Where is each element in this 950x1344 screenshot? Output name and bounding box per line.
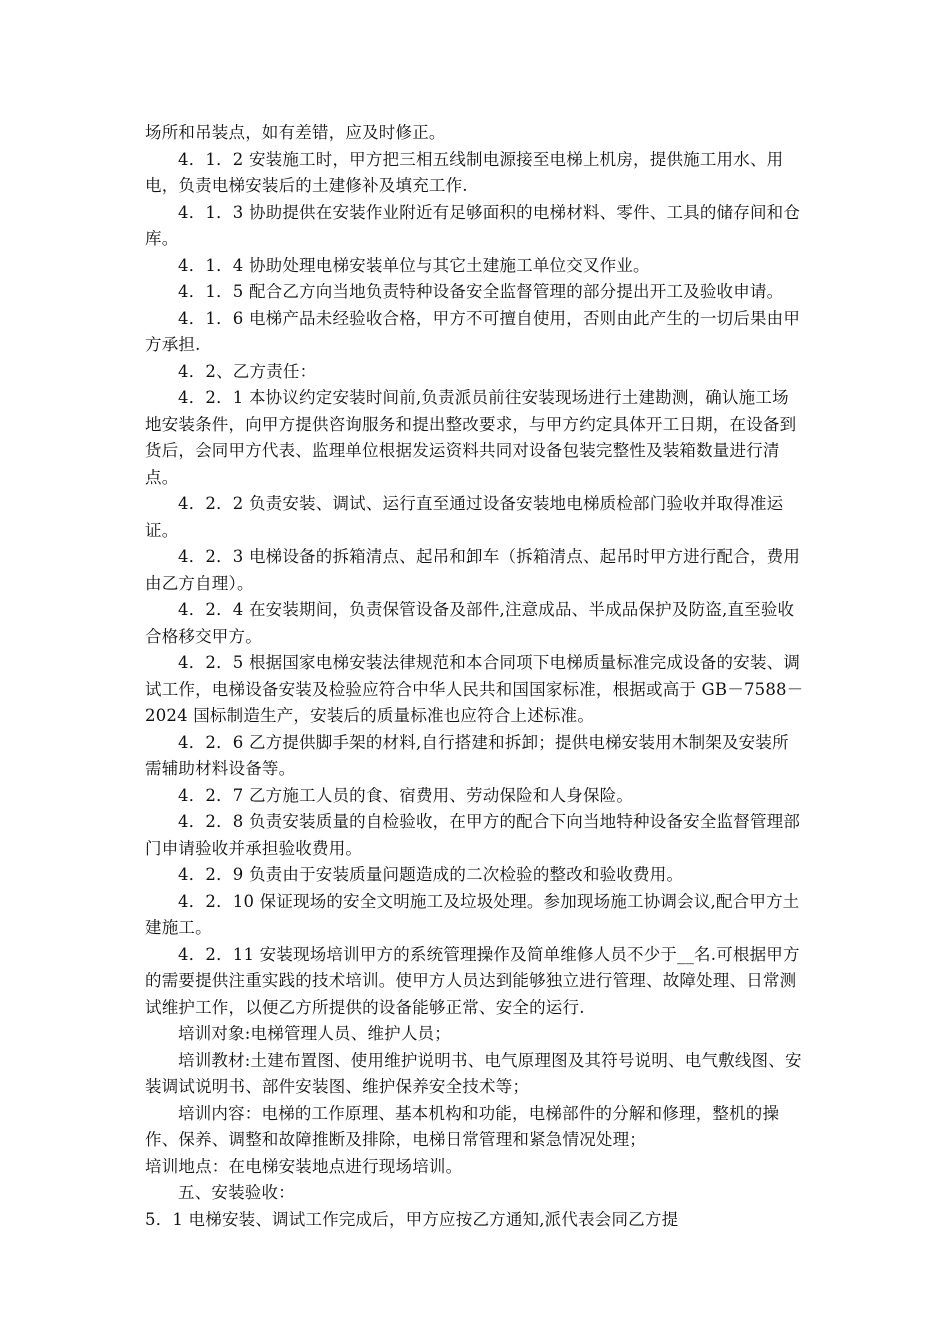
paragraph: 4．1．5 配合乙方向当地负责特种设备安全监督管理的部分提出开工及验收申请。 — [178, 282, 784, 301]
paragraph: 4．2．10 保证现场的安全文明施工及垃圾处理。参加现场施工协调会议,配合甲方土建施工。 — [145, 891, 800, 937]
section-heading: 4．2、乙方责任： — [178, 361, 317, 381]
paragraph: 5．1 电梯安装、调试工作完成后，甲方应按乙方通知,派代表会同乙方提 — [145, 1209, 679, 1229]
document-body — [145, 120, 805, 1233]
paragraph: 4．2．11 安装现场培训甲方的系统管理操作及简单维修人员不少于__名.可根据甲方的需要提供注重实践的技术培训。使甲方人员达到能够独立进行管理、故障处理、日常测试维护工作，以便乙方所提供的设备能够正常、安全的运行. — [145, 944, 800, 1017]
paragraph: 4．2．9 负责由于安装质量问题造成的二次检验的整改和验收费用。 — [178, 865, 684, 884]
paragraph: 4．2．2 负责安装、调试、运行直至通过设备安装地电梯质检部门验收并取得准运证。 — [145, 494, 784, 540]
paragraph: 4．2．7 乙方施工人员的食、宿费用、劳动保险和人身保险。 — [178, 785, 634, 805]
paragraph: 4．1．4 协助处理电梯安装单位与其它土建施工单位交叉作业。 — [178, 255, 650, 275]
paragraph: 4．2．4 在安装期间，负责保管设备及部件,注意成品、半成品保护及防盗,直至验收合格移交甲方。 — [145, 600, 795, 646]
paragraph: 4．1．6 电梯产品未经验收合格，甲方不可擅自使用，否则由此产生的一切后果由甲方承担. — [145, 308, 801, 354]
paragraph: 4．2．3 电梯设备的拆箱清点、起吊和卸车（拆箱清点、起吊时甲方进行配合，费用由乙方自理）。 — [145, 547, 801, 593]
paragraph: 4．2．8 负责安装质量的自检验收，在甲方的配合下向当地特种设备安全监督管理部门申请验收并承担验收费用。 — [145, 812, 801, 858]
paragraph: 场所和吊装点，如有差错，应及时修正。 — [145, 123, 446, 142]
paragraph: 4．1．3 协助提供在安装作业附近有足够面积的电梯材料、零件、工具的储存间和仓库。 — [145, 202, 801, 248]
paragraph: 培训教材:土建布置图、使用维护说明书、电气原理图及其符号说明、电气敷线图、安装调试说明书、部件安装图、维护保养安全技术等； — [145, 1050, 802, 1096]
section-heading: 五、安装验收： — [178, 1183, 295, 1202]
paragraph: 4．2．1 本协议约定安装时间前,负责派员前往安装现场进行土建勘测，确认施工场地安装条件，向甲方提供咨询服务和提出整改要求，与甲方约定具体开工日期，在设备到货后，会同甲方代表、监理单位根据发运资料共同对设备包装完整性及装箱数量进行清点。 — [145, 388, 797, 487]
paragraph: 培训地点：在电梯安装地点进行现场培训。 — [145, 1156, 463, 1176]
paragraph: 4．2．6 乙方提供脚手架的材料,自行搭建和拆卸；提供电梯安装用木制架及安装所需辅助材料设备等。 — [145, 732, 789, 778]
paragraph: 4．2．5 根据国家电梯安装法律规范和本合同项下电梯质量标准完成设备的安装、调试工作，电梯设备安装及检验应符合中华人民共和国国家标准，根据或高于 GB－7588－2024 国标制造生产，安装后的质量标准也应符合上述标准。 — [145, 653, 804, 725]
paragraph: 培训对象:电梯管理人员、维护人员； — [178, 1024, 451, 1043]
paragraph: 4．1．2 安装施工时，甲方把三相五线制电源接至电梯上机房，提供施工用水、用电，负责电梯安装后的土建修补及填充工作. — [145, 149, 784, 195]
paragraph: 培训内容：电梯的工作原理、基本机构和功能，电梯部件的分解和修理，整机的操作、保养、调整和故障推断及排除，电梯日常管理和紧急情况处理； — [145, 1103, 780, 1149]
